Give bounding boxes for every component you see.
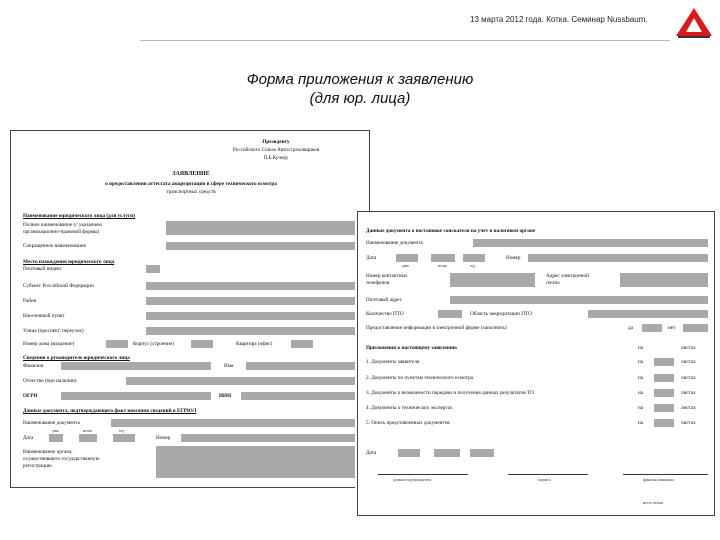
office-field[interactable] xyxy=(291,340,313,348)
bottom-date-day-field[interactable] xyxy=(398,449,420,457)
form-page-2 xyxy=(357,211,715,516)
attachment-item-2: 2. Документы по пунктам технического осмотра xyxy=(366,375,473,381)
attachment-na-2: на xyxy=(638,375,644,381)
header-date-seminar: 13 марта 2012 года. Котка. Семинар Nussbaum. xyxy=(470,15,648,24)
attachment-sheets-5: листах xyxy=(681,420,696,426)
bottom-date-year-field[interactable] xyxy=(470,449,494,457)
sign-signature: подпись xyxy=(538,478,551,482)
surname-field[interactable] xyxy=(61,362,211,370)
tax-date-month-field[interactable] xyxy=(431,254,455,262)
house-field[interactable] xyxy=(106,340,128,348)
bottom-date-label: Дата xyxy=(366,450,377,456)
district-field[interactable] xyxy=(146,297,361,305)
addressee-2: Российского Союза Автостраховщиков xyxy=(232,147,320,153)
form-title: ЗАЯВЛЕНИЕ xyxy=(172,171,210,177)
attachment-sheets-field-4[interactable] xyxy=(654,404,674,412)
addressee-1: Президенту xyxy=(262,139,290,145)
building-field[interactable] xyxy=(191,340,213,348)
full-name-label-1: Полное наименование (с указанием xyxy=(23,222,102,228)
egrul-number-field[interactable] xyxy=(181,434,361,442)
attachment-item-5: 5. Опись представленных документов xyxy=(366,420,450,426)
building-label: Корпус (строение) xyxy=(133,341,174,347)
street-label: Улица (проспект, переулок) xyxy=(23,328,84,334)
tax-hint-month: месяц xyxy=(438,264,448,268)
full-name-label-2: организационно-правовой формы) xyxy=(23,229,100,235)
ogrn-field[interactable] xyxy=(61,392,211,400)
postal-code-label: Почтовый индекс xyxy=(23,266,62,272)
yes-field[interactable] xyxy=(642,324,662,332)
tax-doc-name-label: Наименование документа xyxy=(366,240,423,246)
slide-title-line1: Форма приложения к заявлению xyxy=(246,71,474,88)
phones-label-1: Номер контактных xyxy=(366,273,408,279)
date-year-field[interactable] xyxy=(113,434,135,442)
short-name-field[interactable] xyxy=(166,242,361,250)
surname-label: Фамилия xyxy=(23,363,44,369)
org-name-label: Наименование юридического лица (для услуги) xyxy=(23,213,136,219)
sign-name: фамилия, инициалы xyxy=(643,478,674,482)
attachments-title: Приложения к настоящему заявлению xyxy=(366,345,457,351)
full-name-field[interactable] xyxy=(166,221,361,235)
subject-label: Субъект Российской Федерации xyxy=(23,283,94,289)
yes-label: да xyxy=(628,325,633,331)
tax-number-field[interactable] xyxy=(528,254,708,262)
attachment-sheets-2: листах xyxy=(681,375,696,381)
patronymic-label: Отчество (при наличии) xyxy=(23,378,77,384)
first-name-field[interactable] xyxy=(246,362,361,370)
tax-hint-year: год xyxy=(470,264,475,268)
attachment-na-4: на xyxy=(638,405,644,411)
district-label: Район xyxy=(23,298,37,304)
email-field[interactable] xyxy=(620,273,708,287)
postal-address-field[interactable] xyxy=(450,296,708,304)
slide-title xyxy=(160,70,560,108)
head-info-label: Сведения о руководителе юридического лица xyxy=(23,355,130,361)
tax-doc-title: Данные документа о постановке соискателя на учет в налоговом органе xyxy=(366,228,536,234)
number-label: Номер xyxy=(156,435,171,441)
addressee-3: П.Б.Кучеру xyxy=(263,155,289,161)
date-month-field[interactable] xyxy=(79,434,97,442)
bottom-date-month-field[interactable] xyxy=(434,449,460,457)
postal-address-label: Почтовый адрес xyxy=(366,297,402,303)
first-name-label: Имя xyxy=(224,363,234,369)
sign-position-line xyxy=(378,474,468,475)
attachment-item-1: 1. Документы заявителя xyxy=(366,359,420,365)
egrul-label: Данные документа, подтверждающего факт внесения сведений в ЕГРЮЛ xyxy=(23,408,197,414)
no-field[interactable] xyxy=(683,324,708,332)
inn-label: ИНН xyxy=(219,393,232,399)
attachment-na-3: на xyxy=(638,390,644,396)
tax-number-label: Номер xyxy=(506,255,521,261)
tax-doc-name-field[interactable] xyxy=(473,239,708,247)
pto-area-field[interactable] xyxy=(588,310,708,318)
no-label: нет xyxy=(668,325,676,331)
attachment-sheets-field-1[interactable] xyxy=(654,358,674,366)
date-day-field[interactable] xyxy=(49,434,63,442)
attachment-sheets-4: листах xyxy=(681,405,696,411)
email-label-2: почты xyxy=(546,280,560,286)
attachment-sheets-field-3[interactable] xyxy=(654,389,674,397)
egrul-doc-name-field[interactable] xyxy=(111,419,361,427)
sign-name-line xyxy=(623,474,708,475)
locality-label: Населенный пункт xyxy=(23,313,65,319)
hint-day: день xyxy=(52,429,59,433)
postal-code-field[interactable] xyxy=(146,265,160,273)
pto-count-field[interactable] xyxy=(438,310,462,318)
header-divider xyxy=(140,40,670,41)
form-subtitle-2: транспортных средств xyxy=(166,189,216,195)
phones-field[interactable] xyxy=(450,273,535,287)
patronymic-field[interactable] xyxy=(126,377,361,385)
hint-month: месяц xyxy=(83,429,93,433)
authority-label-1: Наименование органа, xyxy=(23,449,73,455)
sign-position: должность руководителя xyxy=(393,478,432,482)
triangle-logo-icon xyxy=(672,6,716,40)
office-label: Квартира (офис) xyxy=(236,341,273,347)
attachment-na-1: на xyxy=(638,359,644,365)
ogrn-label: ОГРН xyxy=(23,393,38,399)
sign-signature-line xyxy=(508,474,588,475)
pto-area-label: Область аккредитации ПТО xyxy=(470,311,532,317)
hint-year: год xyxy=(119,429,124,433)
attachment-sheets-field-5[interactable] xyxy=(654,419,674,427)
electronic-label: Предоставление информации в электронной форме (заполнить) xyxy=(366,325,507,331)
attachment-sheets-3: листах xyxy=(681,390,696,396)
tax-hint-day: день xyxy=(402,264,409,268)
pto-count-label: Количество ПТО xyxy=(366,311,404,317)
authority-label-2: осуществившего государственную xyxy=(23,456,100,462)
email-label-1: Адрес электронной xyxy=(546,273,589,279)
attachment-item-3: 3. Документы о возможности передачи и получения данных результатов ТО xyxy=(366,390,534,396)
tax-date-year-field[interactable] xyxy=(463,254,485,262)
stamp-place: место печати xyxy=(643,501,664,505)
attachment-sheets-1: листах xyxy=(681,359,696,365)
slide-title-line2: (для юр. лица) xyxy=(309,90,411,107)
short-name-label: Сокращенное наименование xyxy=(23,243,86,249)
date-label: Дата xyxy=(23,435,34,441)
attachment-header-sheets: листах xyxy=(681,345,696,351)
tax-date-day-field[interactable] xyxy=(396,254,418,262)
attachment-na-5: на xyxy=(638,420,644,426)
street-field[interactable] xyxy=(146,327,361,335)
subject-field[interactable] xyxy=(146,282,361,290)
doc-name-label: Наименование документа xyxy=(23,420,80,426)
authority-label-3: регистрацию xyxy=(23,463,52,469)
attachment-header-na: на xyxy=(638,345,644,351)
authority-field[interactable] xyxy=(156,446,361,478)
form-subtitle-1: о предоставлении аттестата аккредитации в сфере технического осмотра xyxy=(105,181,277,187)
form-page-1 xyxy=(10,130,370,488)
phones-label-2: телефонов xyxy=(366,280,390,286)
attachment-sheets-field-2[interactable] xyxy=(654,374,674,382)
inn-field[interactable] xyxy=(241,392,361,400)
house-label: Номер дома (владение) xyxy=(23,341,75,347)
tax-date-label: Дата xyxy=(366,255,377,261)
location-label: Место нахождения юридического лица xyxy=(23,259,115,265)
attachment-item-4: 4. Документы о технических экспертах xyxy=(366,405,453,411)
locality-field[interactable] xyxy=(146,312,361,320)
